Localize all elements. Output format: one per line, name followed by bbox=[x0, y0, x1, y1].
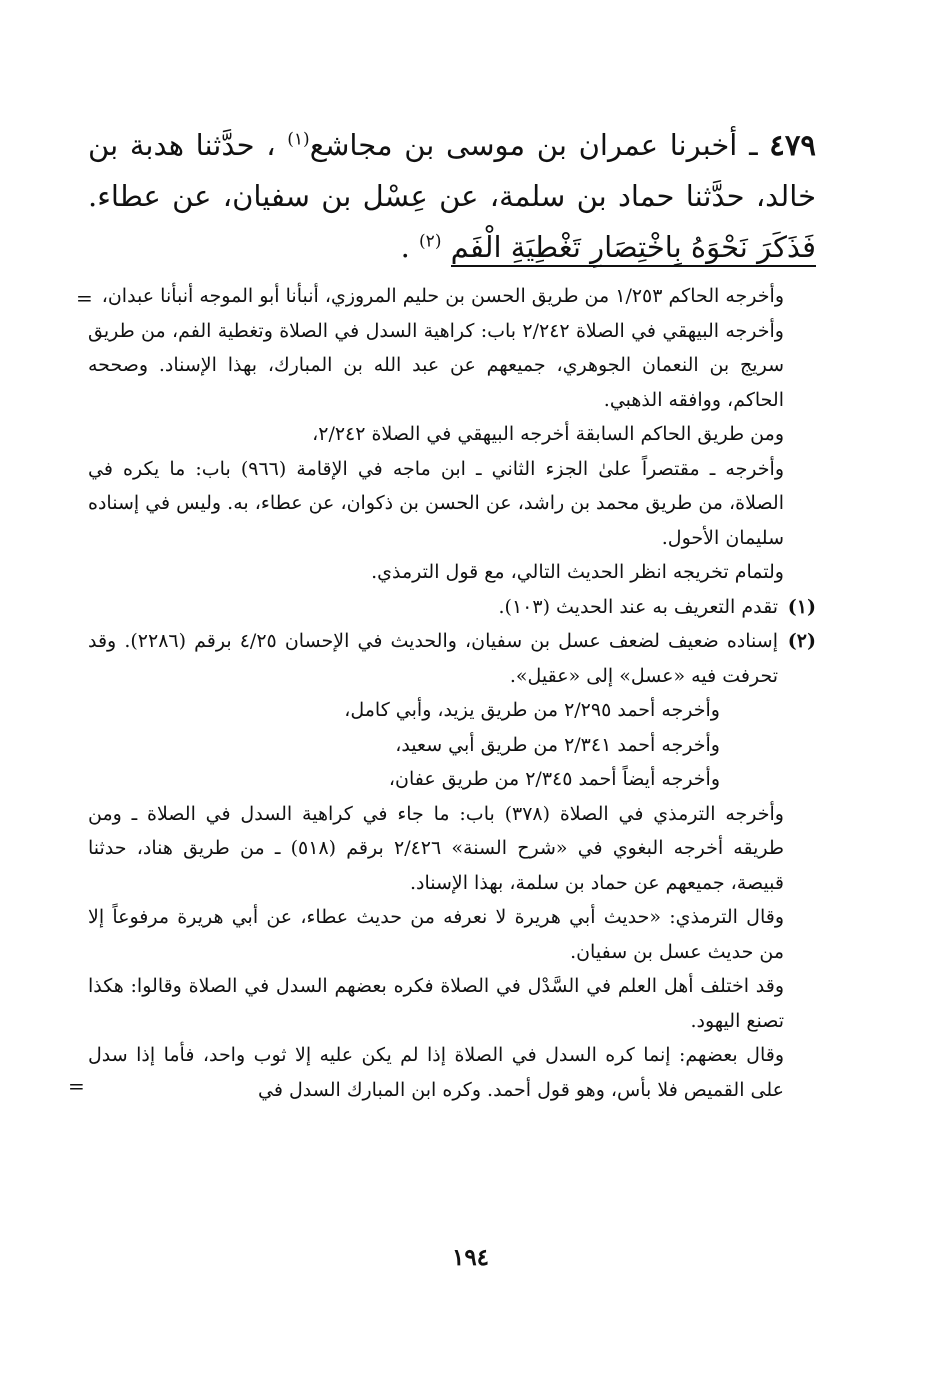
footnote-1-text: تقدم التعريف به عند الحديث (١٠٣). bbox=[498, 595, 778, 618]
hadith-text bbox=[88, 120, 816, 273]
hadith-text-part-1: ـ أخبرنا عمران بن موسى بن مجاشع bbox=[309, 128, 770, 162]
hadith-text-part-2: ، حدَّثنا هدبة بن خالد، حدَّثنا حماد بن سلمة، عن عِسْل بن سفيان، عن عطاء. bbox=[88, 128, 816, 213]
footnote-1 bbox=[88, 590, 816, 625]
page-body bbox=[68, 120, 816, 1107]
note-paragraph-12: وقال بعضهم: إنما كره السدل في الصلاة إذا لم يكن عليه إلا ثوب واحد، فأما إذا سدل على القميص فلا بأس، وهو قول أحمد. وكره ابن المبارك السدل في bbox=[88, 1044, 784, 1101]
footnote-ref-1: (١) bbox=[287, 129, 310, 150]
note-paragraph-7: وأخرجه أحمد ٢/٣٤١ من طريق أبي سعيد، bbox=[395, 733, 720, 756]
footnote-2-marker: (٢) bbox=[787, 630, 816, 652]
note-paragraph-8: وأخرجه أيضاً أحمد ٢/٣٤٥ من طريق عفان، bbox=[388, 768, 720, 790]
note-paragraph-2: وأخرجه البيهقي في الصلاة ٢/٢٤٢ باب: كراهية السدل في الصلاة وتغطية الفم، من طريق سريج بن النعمان الجوهري، جميعهم عن عبد الله بن المبارك، بهذا الإسناد. وصححه الحاكم، ووافقه الذهبي. bbox=[88, 319, 784, 411]
continuation-mark-bottom: = bbox=[68, 1073, 85, 1098]
note-paragraph-5: ولتمام تخريجه انظر الحديث التالي، مع قول الترمذي. bbox=[371, 561, 784, 583]
footnotes-section bbox=[68, 279, 816, 1107]
note-paragraph-10: وقال الترمذي: «حديث أبي هريرة لا نعرفه من حديث عطاء، عن أبي هريرة مرفوعاً إلا من حديث عسل بن سفيان. bbox=[88, 906, 784, 963]
continuation-mark-top: = bbox=[76, 286, 93, 310]
footnote-1-marker: (١) bbox=[787, 595, 816, 618]
page-number: ١٩٤ bbox=[451, 1244, 490, 1271]
note-paragraph-11: وقد اختلف أهل العلم في السَّدْل في الصلاة فكره بعضهم السدل في الصلاة وقالوا: هكذا تصنع اليهود. bbox=[88, 975, 784, 1032]
note-paragraph-6: وأخرجه أحمد ٢/٢٩٥ من طريق يزيد، وأبي كامل، bbox=[344, 699, 720, 721]
note-paragraph-4: وأخرجه ـ مقتصراً علىٰ الجزء الثاني ـ ابن ماجه في الإقامة (٩٦٦) باب: ما يكره في الصلاة، من طريق محمد بن راشد، عن الحسن بن ذكوان، عن عطاء، به. وليس في إسناده سليمان الأحول. bbox=[88, 457, 784, 549]
footnote-2-text: إسناده ضعيف لضعف عسل بن سفيان، والحديث في الإحسان ٤/٢٥ برقم (٢٢٨٦). وقد تحرفت فيه «عسل» إلى «عقيل». bbox=[88, 630, 778, 687]
hadith-underlined-phrase: فَذَكَرَ نَحْوَهُ بِاخْتِصَارِ تَغْطِيَةِ الْفَم bbox=[451, 230, 816, 267]
note-paragraph-1: وأخرجه الحاكم ١/٢٥٣ من طريق الحسن بن حليم المروزي، أنبأنا أبو الموجه أنبأنا عبدان، bbox=[101, 285, 784, 307]
note-paragraph-9: وأخرجه الترمذي في الصلاة (٣٧٨) باب: ما جاء في كراهية السدل في الصلاة ـ ومن طريقه أخرجه البغوي في «شرح السنة» ٢/٤٢٦ برقم (٥١٨) ـ من طريق هناد، حدثنا قبيصة، جميعهم عن حماد بن سلمة، بهذا الإسناد. bbox=[88, 802, 785, 894]
hadith-number: ٤٧٩ bbox=[769, 128, 816, 162]
footnote-2 bbox=[88, 624, 816, 693]
footnote-ref-2: (٢) bbox=[419, 231, 442, 252]
note-paragraph-3: ومن طريق الحاكم السابقة أخرجه البيهقي في الصلاة ٢/٢٤٢، bbox=[312, 423, 784, 445]
hadith-end: . bbox=[400, 230, 420, 264]
